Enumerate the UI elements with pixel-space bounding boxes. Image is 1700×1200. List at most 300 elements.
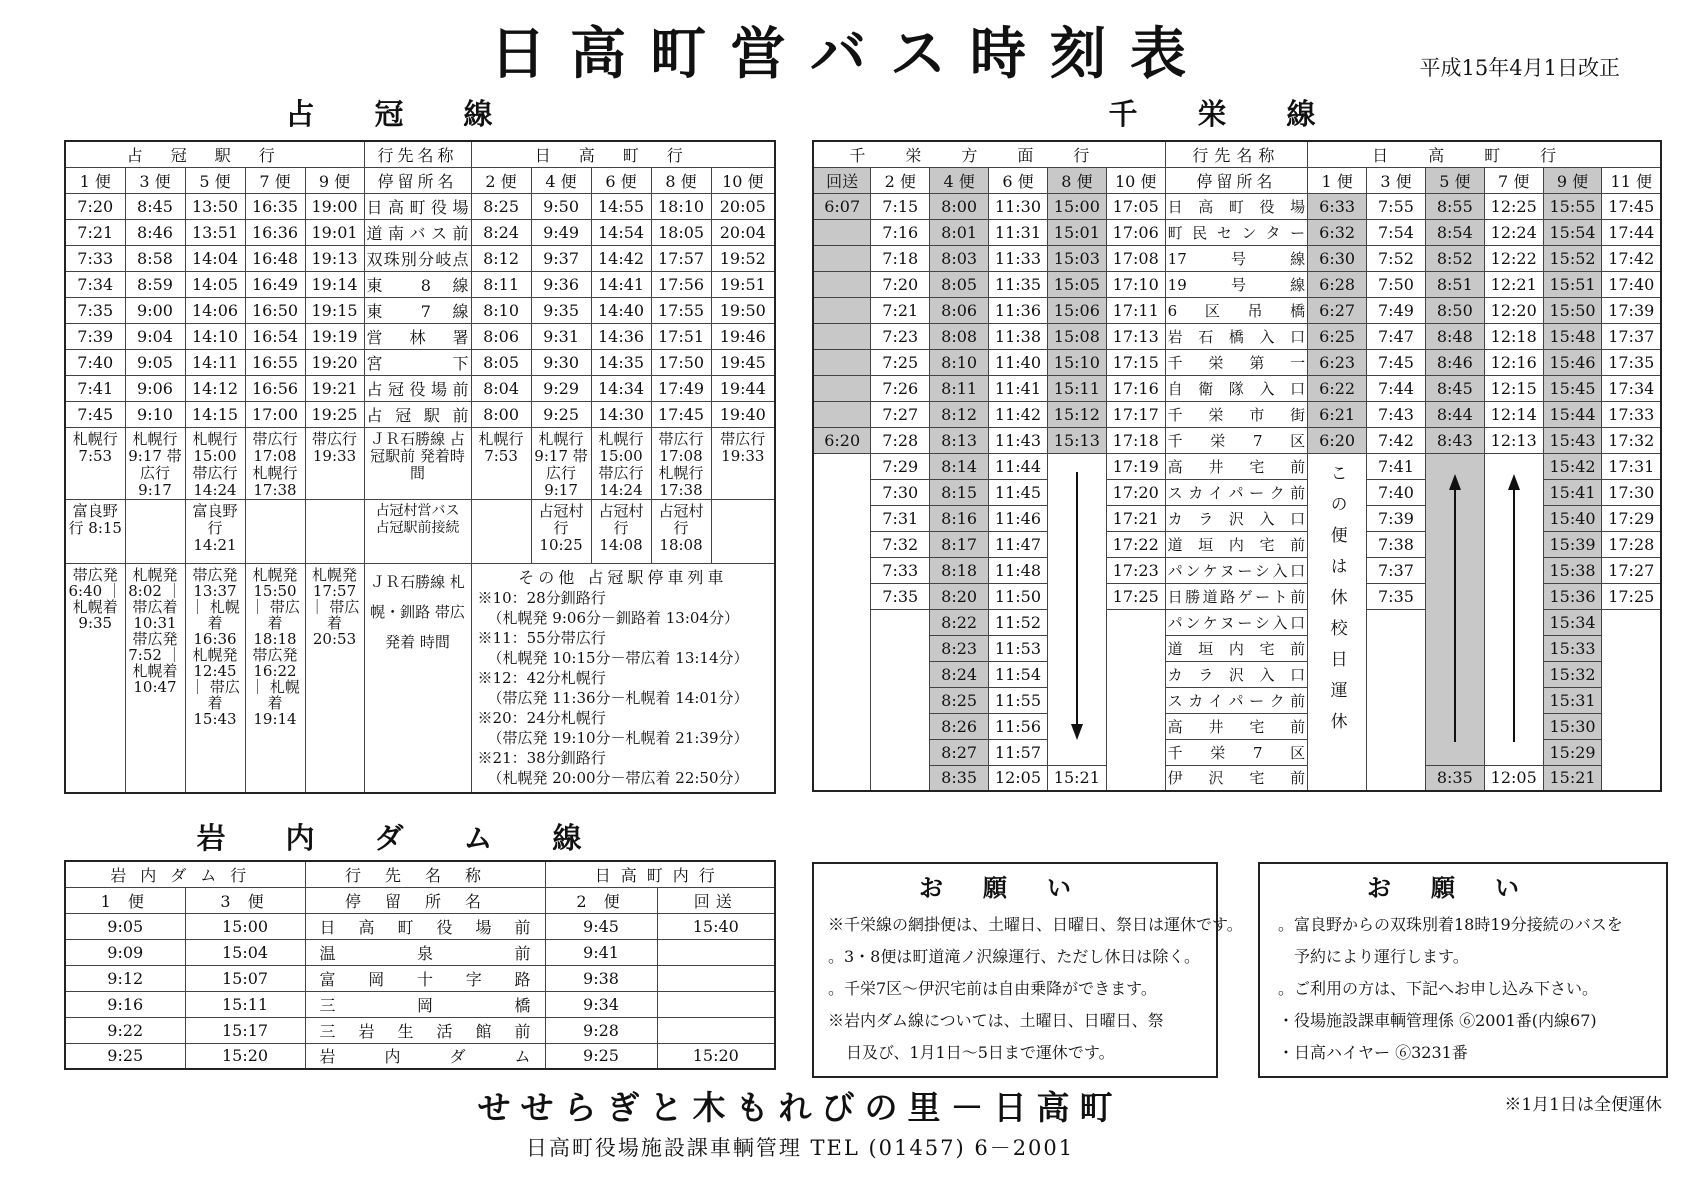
time-cell: 7:42: [1367, 427, 1426, 453]
chiei-title: 千栄線: [1108, 97, 1376, 131]
notice-line: 。3・8便は町道滝ノ沢線運行、ただし休日は除く。: [828, 947, 1201, 966]
time-cell: 7:35: [1367, 583, 1426, 609]
column-header: 10 便: [1106, 167, 1165, 193]
table-row: [65, 401, 775, 427]
time-cell: 19:40: [711, 401, 775, 427]
time-cell: 7:40: [65, 349, 125, 375]
shimukappu-table: [64, 140, 776, 794]
table-row: [813, 193, 1661, 219]
time-cell: 9:05: [125, 349, 185, 375]
time-cell: 7:15: [871, 193, 930, 219]
time-cell: 12:24: [1484, 219, 1543, 245]
time-cell: 12:13: [1484, 427, 1543, 453]
train-time-cell: 札幌発 15:50 ｜ 帯広着 18:18 帯広発 16:22 ｜ 札幌着 19:14: [245, 563, 305, 793]
time-cell: 9:06: [125, 375, 185, 401]
time-cell: 17:56: [651, 271, 711, 297]
time-cell: 8:24: [930, 661, 989, 687]
time-cell: 17:21: [1106, 505, 1165, 531]
time-cell: 17:31: [1602, 453, 1661, 479]
time-cell: 8:35: [1425, 765, 1484, 791]
column-header: 5 便: [185, 167, 245, 193]
time-cell: 17:16: [1106, 375, 1165, 401]
other-train-line: ※11：55分帯広行: [477, 628, 606, 647]
time-cell: 8:46: [125, 219, 185, 245]
time-cell: [657, 965, 775, 991]
time-cell: 15:31: [1543, 687, 1602, 713]
time-cell: 15:21: [1543, 765, 1602, 791]
time-cell: 11:52: [989, 609, 1048, 635]
time-cell: 8:12: [930, 401, 989, 427]
time-cell: 7:49: [1367, 297, 1426, 323]
time-cell: 17:51: [651, 323, 711, 349]
time-cell: 9:38: [545, 965, 657, 991]
time-cell: 8:10: [471, 297, 531, 323]
column-header: 回送: [657, 887, 775, 913]
connection-cell: 占冠村 行 14:08: [591, 499, 651, 563]
time-cell: 17:20: [1106, 479, 1165, 505]
time-cell: 6:25: [1308, 323, 1367, 349]
time-cell: [813, 401, 871, 427]
time-cell: 12:18: [1484, 323, 1543, 349]
time-cell: 17:27: [1602, 557, 1661, 583]
time-cell: 15:36: [1543, 583, 1602, 609]
time-cell: 8:06: [930, 297, 989, 323]
empty-cell: [305, 499, 364, 563]
time-cell: 14:11: [185, 349, 245, 375]
table-row: [65, 193, 775, 219]
time-cell: 7:38: [1367, 531, 1426, 557]
other-train-line: （帯広発 11:36分－札幌着 14:01分）: [487, 688, 749, 707]
time-cell: 7:37: [1367, 557, 1426, 583]
table-row: [813, 427, 1661, 453]
time-cell: 17:08: [1106, 245, 1165, 271]
stop-name: 町民センター: [1165, 219, 1308, 245]
time-cell: 7:43: [1367, 401, 1426, 427]
time-cell: 16:49: [245, 271, 305, 297]
time-cell: [813, 323, 871, 349]
time-cell: 13:51: [185, 219, 245, 245]
time-cell: 17:15: [1106, 349, 1165, 375]
time-cell: [813, 271, 871, 297]
notice-line: 。ご利用の方は、下記へお申し込み下さい。: [1278, 979, 1599, 998]
column-header: 1 便: [1308, 167, 1367, 193]
empty-cell: [1602, 609, 1661, 791]
time-cell: 15:10: [1047, 349, 1106, 375]
time-cell: 15:06: [1047, 297, 1106, 323]
train-time-cell: 札幌行 7:53: [65, 427, 125, 499]
time-cell: 19:46: [711, 323, 775, 349]
stop-name: 千栄第一: [1165, 349, 1308, 375]
time-cell: 7:16: [871, 219, 930, 245]
holiday-note: この便は休校日運休: [1326, 463, 1347, 743]
up-arrow-icon: [1445, 472, 1465, 742]
time-cell: 17:35: [1602, 349, 1661, 375]
time-cell: 15:13: [1047, 427, 1106, 453]
time-cell: 6:20: [1308, 427, 1367, 453]
column-header: 10 便: [711, 167, 775, 193]
header-cell: 行先名称: [364, 141, 471, 167]
down-arrow-cell: [1047, 453, 1106, 765]
time-cell: 17:19: [1106, 453, 1165, 479]
time-cell: 15:50: [1543, 297, 1602, 323]
time-cell: 17:55: [651, 297, 711, 323]
time-cell: 11:40: [989, 349, 1048, 375]
time-cell: [813, 219, 871, 245]
time-cell: 11:35: [989, 271, 1048, 297]
time-cell: 8:26: [930, 713, 989, 739]
column-header: 9 便: [1543, 167, 1602, 193]
iwauchi-title: 岩内ダム線: [196, 821, 642, 855]
column-header: 7 便: [1484, 167, 1543, 193]
time-cell: 14:55: [591, 193, 651, 219]
time-cell: 19:01: [305, 219, 364, 245]
time-cell: 8:55: [1425, 193, 1484, 219]
time-cell: 19:15: [305, 297, 364, 323]
contact-info: 日高町役場施設課車輌管理 TEL (01457) 6－2001: [525, 1136, 1075, 1160]
header-cell: 千栄方面行: [813, 141, 1165, 167]
time-cell: 8:20: [930, 583, 989, 609]
time-cell: 15:32: [1543, 661, 1602, 687]
time-cell: 14:06: [185, 297, 245, 323]
column-header: 8 便: [1047, 167, 1106, 193]
train-time-cell: 帯広行 19:33: [305, 427, 364, 499]
time-cell: 12:16: [1484, 349, 1543, 375]
notice-line: ※岩内ダム線については、土曜日、日曜日、祭: [828, 1011, 1164, 1030]
time-cell: 17:23: [1106, 557, 1165, 583]
time-cell: [657, 1017, 775, 1043]
time-cell: [813, 245, 871, 271]
other-train-line: （札幌発 9:06分－釧路着 13:04分）: [487, 608, 739, 627]
column-header: 2 便: [871, 167, 930, 193]
time-cell: 17:29: [1602, 505, 1661, 531]
time-cell: 7:50: [1367, 271, 1426, 297]
time-cell: 19:44: [711, 375, 775, 401]
time-cell: 8:08: [930, 323, 989, 349]
time-cell: 17:25: [1106, 583, 1165, 609]
notice-line: 日及び、1月1日～5日まで運休です。: [846, 1043, 1115, 1062]
connection-cell: 富良野 行 8:15: [65, 499, 125, 563]
stop-name: 自衛隊入口: [1165, 375, 1308, 401]
header-cell: 岩内ダム行: [65, 861, 305, 887]
time-cell: 7:33: [65, 245, 125, 271]
table-row: [65, 167, 775, 193]
train-time-cell: 札幌発 17:57 ｜ 帯広着 20:53: [305, 563, 364, 793]
stop-name: ＪＲ石勝線 札幌・釧路 帯広発着 時間: [364, 563, 471, 793]
time-cell: 8:50: [1425, 297, 1484, 323]
time-cell: 15:00: [185, 913, 305, 939]
time-cell: 8:27: [930, 739, 989, 765]
page-title: 日高町営バス時刻表: [490, 22, 1210, 87]
time-cell: 17:17: [1106, 401, 1165, 427]
stop-name: 伊沢宅前: [1165, 765, 1308, 791]
time-cell: 9:12: [65, 965, 185, 991]
revision-date: 平成15年4月1日改正: [1419, 56, 1620, 80]
time-cell: 11:36: [989, 297, 1048, 323]
time-cell: 19:13: [305, 245, 364, 271]
time-cell: 7:18: [871, 245, 930, 271]
time-cell: 9:16: [65, 991, 185, 1017]
table-row: [65, 991, 775, 1017]
stop-name: 日高町役場前: [305, 913, 545, 939]
time-cell: 6:21: [1308, 401, 1367, 427]
slogan: せせらぎと木もれびの里－日高町: [477, 1088, 1123, 1127]
time-cell: 12:05: [989, 765, 1048, 791]
table-row: [813, 271, 1661, 297]
time-cell: 6:20: [813, 427, 871, 453]
time-cell: 15:29: [1543, 739, 1602, 765]
time-cell: 12:25: [1484, 193, 1543, 219]
time-cell: 15:05: [1047, 271, 1106, 297]
time-cell: [813, 349, 871, 375]
table-row: [65, 499, 775, 563]
time-cell: 15:41: [1543, 479, 1602, 505]
time-cell: 11:41: [989, 375, 1048, 401]
time-cell: 7:54: [1367, 219, 1426, 245]
time-cell: 7:35: [65, 297, 125, 323]
time-cell: 15:52: [1543, 245, 1602, 271]
time-cell: 17:22: [1106, 531, 1165, 557]
stop-name: 道南バス前: [364, 219, 471, 245]
time-cell: 8:24: [471, 219, 531, 245]
stop-name: パンケヌーシ入口: [1165, 609, 1308, 635]
table-row: [65, 375, 775, 401]
time-cell: 11:57: [989, 739, 1048, 765]
time-cell: 8:11: [471, 271, 531, 297]
column-header: 3 便: [125, 167, 185, 193]
connection-cell: 占冠村 行 18:08: [651, 499, 711, 563]
time-cell: 13:50: [185, 193, 245, 219]
time-cell: 15:00: [1047, 193, 1106, 219]
time-cell: 19:19: [305, 323, 364, 349]
notice-box-1: [812, 862, 1243, 1078]
column-header: 3 便: [185, 887, 305, 913]
notice-box-2: [1258, 862, 1668, 1078]
time-cell: 15:40: [657, 913, 775, 939]
time-cell: 19:20: [305, 349, 364, 375]
time-cell: 8:54: [1425, 219, 1484, 245]
time-cell: 17:34: [1602, 375, 1661, 401]
time-cell: 8:03: [930, 245, 989, 271]
time-cell: 17:45: [1602, 193, 1661, 219]
time-cell: 6:28: [1308, 271, 1367, 297]
empty-cell: [1367, 609, 1426, 791]
down-arrow-icon: [1067, 472, 1087, 742]
stop-name: スカイパーク前: [1165, 687, 1308, 713]
time-cell: 7:45: [65, 401, 125, 427]
time-cell: 15:40: [1543, 505, 1602, 531]
notice-line: 。千栄7区～伊沢宅前は自由乗降ができます。: [828, 979, 1157, 998]
time-cell: 7:21: [871, 297, 930, 323]
time-cell: [813, 297, 871, 323]
stop-name: 占冠役場前: [364, 375, 471, 401]
time-cell: 19:25: [305, 401, 364, 427]
notice-line: ※千栄線の網掛便は、土曜日、日曜日、祭日は運休です。: [828, 915, 1243, 934]
table-row: [65, 349, 775, 375]
time-cell: 14:10: [185, 323, 245, 349]
time-cell: 7:39: [1367, 505, 1426, 531]
time-cell: 8:12: [471, 245, 531, 271]
time-cell: 11:42: [989, 401, 1048, 427]
stop-name: カラ沢入口: [1165, 661, 1308, 687]
table-row: [65, 427, 775, 499]
time-cell: 14:12: [185, 375, 245, 401]
train-time-cell: 札幌発 8:02 ｜ 帯広着 10:31 帯広発 7:52 ｜ 札幌着 10:47: [125, 563, 185, 793]
column-header: 2 便: [471, 167, 531, 193]
time-cell: 12:22: [1484, 245, 1543, 271]
table-row: [813, 349, 1661, 375]
time-cell: 12:14: [1484, 401, 1543, 427]
time-cell: 15:39: [1543, 531, 1602, 557]
stop-name: 岩内ダム: [305, 1043, 545, 1069]
time-cell: 11:33: [989, 245, 1048, 271]
time-cell: 17:30: [1602, 479, 1661, 505]
time-cell: 15:11: [1047, 375, 1106, 401]
stop-name: 日高町役場: [364, 193, 471, 219]
time-cell: 17:39: [1602, 297, 1661, 323]
time-cell: 6:33: [1308, 193, 1367, 219]
time-cell: 9:41: [545, 939, 657, 965]
other-train-line: （帯広発 19:10分－札幌着 21:39分）: [487, 728, 749, 747]
time-cell: 19:21: [305, 375, 364, 401]
time-cell: 9:22: [65, 1017, 185, 1043]
time-cell: 15:12: [1047, 401, 1106, 427]
time-cell: 12:21: [1484, 271, 1543, 297]
stop-name: 千栄7区: [1165, 427, 1308, 453]
up-arrow-cell: [1425, 453, 1484, 765]
time-cell: 8:00: [471, 401, 531, 427]
empty-cell: [125, 499, 185, 563]
empty-cell: [813, 453, 871, 791]
time-cell: 7:31: [871, 505, 930, 531]
time-cell: 9:25: [531, 401, 591, 427]
stop-name: 温泉前: [305, 939, 545, 965]
stop-name: 日高町役場: [1165, 193, 1308, 219]
time-cell: 11:50: [989, 583, 1048, 609]
time-cell: 16:55: [245, 349, 305, 375]
time-cell: 17:40: [1602, 271, 1661, 297]
other-train-line: ※12：42分札幌行: [477, 668, 606, 687]
time-cell: 7:26: [871, 375, 930, 401]
column-header: 停留所名: [1165, 167, 1308, 193]
stop-name: 三岡橋: [305, 991, 545, 1017]
column-header: 4 便: [531, 167, 591, 193]
time-cell: 7:25: [871, 349, 930, 375]
time-cell: 11:45: [989, 479, 1048, 505]
time-cell: 11:56: [989, 713, 1048, 739]
time-cell: 15:55: [1543, 193, 1602, 219]
column-header: 回送: [813, 167, 871, 193]
time-cell: 17:05: [1106, 193, 1165, 219]
table-row: [813, 453, 1661, 479]
time-cell: 9:25: [65, 1043, 185, 1069]
train-time-cell: 帯広発 6:40 ｜ 札幌着 9:35: [65, 563, 125, 793]
stop-name: 営 林 署: [364, 323, 471, 349]
table-row: [813, 375, 1661, 401]
time-cell: 8:59: [125, 271, 185, 297]
time-cell: 8:25: [930, 687, 989, 713]
time-cell: 11:54: [989, 661, 1048, 687]
table-row: [65, 563, 775, 793]
time-cell: 6:07: [813, 193, 871, 219]
time-cell: 8:00: [930, 193, 989, 219]
time-cell: 16:35: [245, 193, 305, 219]
time-cell: 17:11: [1106, 297, 1165, 323]
iwauchi-table: [64, 860, 776, 1070]
time-cell: 7:39: [65, 323, 125, 349]
column-header: 8 便: [651, 167, 711, 193]
train-time-cell: 帯広行 19:33: [711, 427, 775, 499]
time-cell: 8:06: [471, 323, 531, 349]
stop-name: カラ沢入口: [1165, 505, 1308, 531]
other-train-line: （札幌発 20:00分－帯広着 22:50分）: [487, 768, 749, 787]
table-row: [813, 167, 1661, 193]
time-cell: 17:42: [1602, 245, 1661, 271]
stop-name: 千栄市街: [1165, 401, 1308, 427]
time-cell: 8:43: [1425, 427, 1484, 453]
table-row: [65, 965, 775, 991]
time-cell: 8:44: [1425, 401, 1484, 427]
time-cell: 19:14: [305, 271, 364, 297]
stop-name: 千栄7区: [1165, 739, 1308, 765]
time-cell: 7:44: [1367, 375, 1426, 401]
empty-cell: [471, 499, 531, 563]
train-time-cell: 札幌行 15:00 帯広行 14:24: [185, 427, 245, 499]
stop-name: パンケヌーシ入口: [1165, 557, 1308, 583]
time-cell: 8:05: [930, 271, 989, 297]
time-cell: 19:50: [711, 297, 775, 323]
time-cell: 15:48: [1543, 323, 1602, 349]
table-row: [65, 219, 775, 245]
table-row: [813, 297, 1661, 323]
time-cell: 15:20: [185, 1043, 305, 1069]
time-cell: 14:05: [185, 271, 245, 297]
time-cell: 14:35: [591, 349, 651, 375]
time-cell: 7:45: [1367, 349, 1426, 375]
column-header: 1 便: [65, 167, 125, 193]
other-train-line: ※21：38分釧路行: [477, 748, 606, 767]
table-row: [813, 245, 1661, 271]
connection-cell: 富良野 行 14:21: [185, 499, 245, 563]
time-cell: 7:28: [871, 427, 930, 453]
empty-cell: [1106, 609, 1165, 791]
column-header: 1 便: [65, 887, 185, 913]
shimukappu-title: 占冠線: [285, 97, 553, 131]
time-cell: 14:40: [591, 297, 651, 323]
time-cell: 15:04: [185, 939, 305, 965]
time-cell: 15:45: [1543, 375, 1602, 401]
time-cell: 8:05: [471, 349, 531, 375]
time-cell: 9:45: [545, 913, 657, 939]
column-header: 6 便: [989, 167, 1048, 193]
time-cell: 15:20: [657, 1043, 775, 1069]
train-time-cell: 帯広発 13:37 ｜ 札幌着 16:36 札幌発 12:45 ｜ 帯広着 15:43: [185, 563, 245, 793]
time-cell: 12:15: [1484, 375, 1543, 401]
time-cell: 11:31: [989, 219, 1048, 245]
time-cell: 17:32: [1602, 427, 1661, 453]
time-cell: 7:41: [65, 375, 125, 401]
column-header: 停留所名: [364, 167, 471, 193]
time-cell: 7:20: [871, 271, 930, 297]
stop-name: 高井宅前: [1165, 453, 1308, 479]
header-cell: 行先名称: [305, 861, 545, 887]
time-cell: 9:36: [531, 271, 591, 297]
time-cell: 14:54: [591, 219, 651, 245]
time-cell: 9:25: [545, 1043, 657, 1069]
time-cell: 17:37: [1602, 323, 1661, 349]
stop-name: 三岩生活館前: [305, 1017, 545, 1043]
time-cell: 15:01: [1047, 219, 1106, 245]
table-row: [813, 141, 1661, 167]
